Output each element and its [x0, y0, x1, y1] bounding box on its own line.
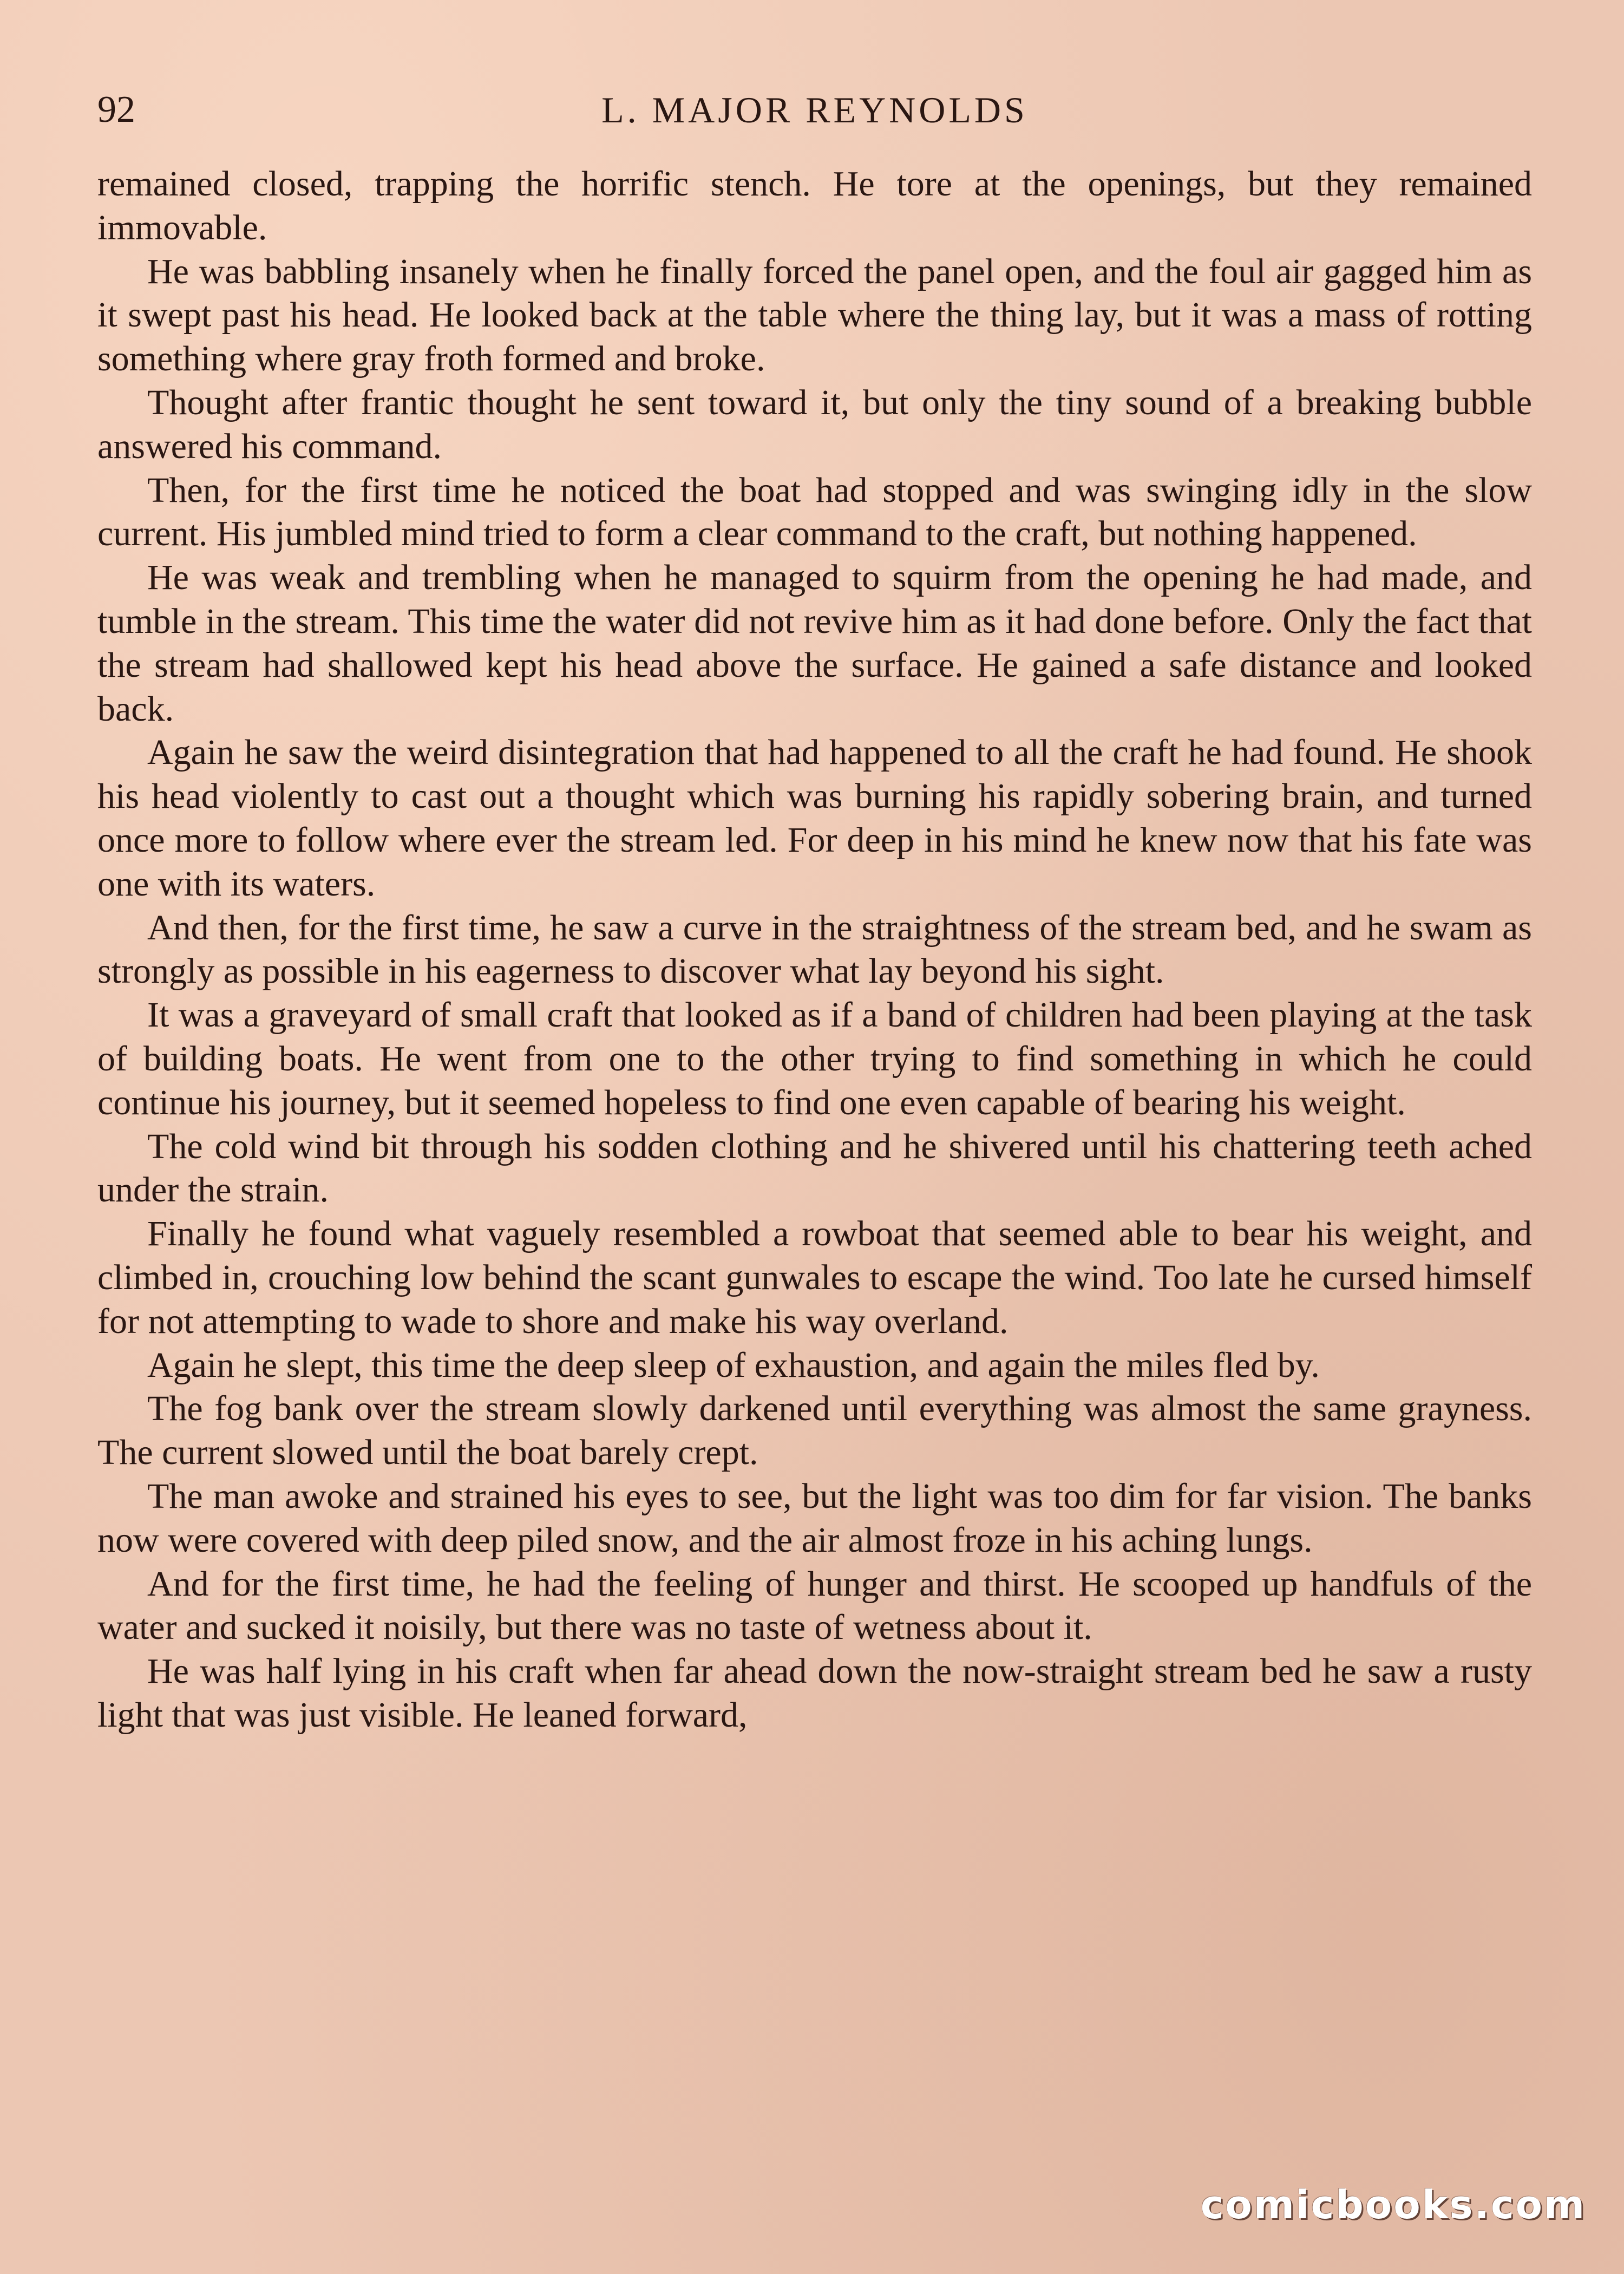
paragraph-11: Again he slept, this time the deep sleep of exhaustion, and again the miles fled by. — [147, 1345, 1320, 1385]
paragraph-2: He was babbling insanely when he finally forced the panel open, and the foul air gagged him as it swept past his head. He looked back at the table where the thing lay, but it was a mass of rotting something where gray froth formed and broke. — [97, 251, 1532, 379]
paragraph-12: The fog bank over the stream slowly darkened until everything was almost the same grayness. The current slowed until the boat barely crept. — [97, 1389, 1532, 1473]
running-head: L. MAJOR REYNOLDS — [601, 89, 1028, 130]
paragraph-9: The cold wind bit through his sodden clothing and he shivered until his chattering teeth ached under the strain. — [97, 1126, 1532, 1210]
paragraph-13: The man awoke and strained his eyes to see, but the light was too dim for far vision. The banks now were covered with deep piled snow, and the air almost froze in his aching lungs. — [97, 1476, 1532, 1560]
watermark: comicbooks.com — [1200, 2182, 1586, 2227]
body-text — [97, 162, 1532, 1737]
paragraph-4: Then, for the first time he noticed the boat had stopped and was swinging idly in the slow current. His jumbled mind tried to form a clear command to the craft, but nothing happened. — [97, 470, 1532, 554]
paragraph-15: He was half lying in his craft when far ahead down the now-straight stream bed he saw a rusty light that was just visible. He leaned forward, — [97, 1651, 1532, 1735]
paragraph-14: And for the first time, he had the feeling of hunger and thirst. He scooped up handfuls of the water and sucked it noisily, but there was no taste of wetness about it. — [97, 1564, 1532, 1648]
paragraph-3: Thought after frantic thought he sent toward it, but only the tiny sound of a breaking bubble answered his command. — [97, 382, 1532, 466]
paragraph-8: It was a graveyard of small craft that looked as if a band of children had been playing at the task of building boats. He went from one to the other trying to find something in which he could continue his journey, but it seemed hopeless to find one even capable of bearing his weight. — [97, 995, 1532, 1122]
page-header — [97, 80, 1532, 140]
paragraph-10: Finally he found what vaguely resembled a rowboat that seemed able to bear his weight, and climbed in, crouching low behind the scant gunwales to escape the wind. Too late he cursed himself for not attempting to wade to shore and make his way overland. — [97, 1214, 1532, 1341]
paragraph-6: Again he saw the weird disintegration that had happened to all the craft he had found. He shook his head violently to cast out a thought which was burning his rapidly sobering brain, and turned once more to follow where ever the stream led. For deep in his mind he knew now that his fate was one with its waters. — [97, 733, 1532, 904]
paragraph-5: He was weak and trembling when he managed to squirm from the opening he had made, and tumble in the stream. This time the water did not revive him as it had done before. Only the fact that the stream had shallowed kept his head above the surface. He gained a safe distance and looked back. — [97, 558, 1532, 729]
paragraph-7: And then, for the first time, he saw a curve in the straightness of the stream bed, and he swam as strongly as possible in his eagerness to discover what lay beyond his sight. — [97, 907, 1532, 991]
page-number: 92 — [97, 89, 135, 130]
paragraph-1: remained closed, trapping the horrific stench. He tore at the openings, but they remained immovable. — [97, 164, 1532, 247]
